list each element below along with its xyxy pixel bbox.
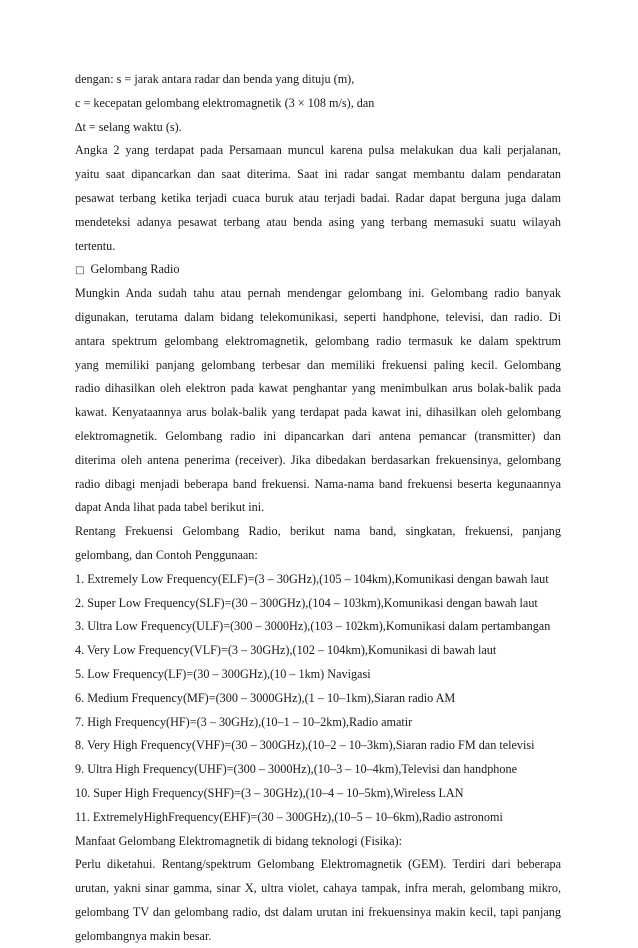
text-line-content: Rentang Frekuensi Gelombang Radio, berikut nama band, singkatan, frekuensi, panjang xyxy=(75,524,561,539)
text-line xyxy=(75,187,561,211)
text-line-content: 10. Super High Frequency(SHF)=(3 – 30GHz),(10–4 – 10–5km),Wireless LAN xyxy=(75,785,464,800)
text-line-content: 5. Low Frequency(LF)=(30 – 300GHz),(10 – 1km) Navigasi xyxy=(75,666,371,681)
text-line xyxy=(75,139,561,163)
text-line-content: c = kecepatan gelombang elektromagnetik (3 × 108 m/s), dan xyxy=(75,95,375,110)
text-line-content: Mungkin Anda sudah tahu atau pernah mendengar gelombang ini. Gelombang radio banyak xyxy=(75,286,561,301)
text-line xyxy=(75,592,561,616)
text-line xyxy=(75,901,561,925)
text-line xyxy=(75,734,561,758)
text-line xyxy=(75,520,561,544)
text-line-content: antara spektrum gelombang elektromagnetik, gelombang radio termasuk ke dalam spektrum xyxy=(75,333,561,348)
text-line xyxy=(75,401,561,425)
text-line-content: gelombangnya makin besar. xyxy=(75,928,212,943)
text-line-content: tertentu. xyxy=(75,238,116,253)
text-line-content: pesawat terbang ketika terjadi cuaca buruk atau terjadi badai. Radar dapat berguna juga dalam xyxy=(75,190,561,205)
text-line xyxy=(75,473,561,497)
text-line-content: yang memiliki panjang gelombang terbesar dan memiliki frekuensi paling kecil. Gelombang xyxy=(75,357,561,372)
text-line-content: radio dibagi menjadi beberapa band frekuensi. Nama-nama band frekuensi beserta kegunaannya xyxy=(75,476,561,491)
text-line-content: 11. ExtremelyHighFrequency(EHF)=(30 – 300GHz),(10–5 – 10–6km),Radio astronomi xyxy=(75,809,503,824)
text-line-content: dengan: s = jarak antara radar dan benda yang dituju (m), xyxy=(75,72,355,86)
text-line-content: yaitu saat dipancarkan dan saat diterima. Saat ini radar sangat membantu dalam pendaratan xyxy=(75,167,561,182)
text-line xyxy=(75,377,561,401)
text-line xyxy=(75,758,561,782)
text-line-content: gelombang TV dan gelombang radio, dst dalam urutan ini frekuensinya makin kecil, tapi panjang xyxy=(75,904,561,919)
text-line xyxy=(75,853,561,877)
text-line xyxy=(75,425,561,449)
document-page xyxy=(75,68,561,948)
text-line xyxy=(75,282,561,306)
text-line xyxy=(75,663,561,687)
text-line-content: 9. Ultra High Frequency(UHF)=(300 – 3000Hz),(10–3 – 10–4km),Televisi dan handphone xyxy=(75,762,517,777)
text-line-content: 6. Medium Frequency(MF)=(300 – 3000GHz),(1 – 10–1km),Siaran radio AM xyxy=(75,690,456,705)
text-line xyxy=(75,615,561,639)
text-line-content: diterima oleh antena penerima (receiver). Jika dibedakan berdasarkan frekuensinya, gelombang xyxy=(75,452,561,467)
text-line-content: Perlu diketahui. Rentang/spektrum Gelombang Elektromagnetik (GEM). Terdiri dari beberapa xyxy=(75,857,561,872)
text-line-content: 8. Very High Frequency(VHF)=(30 – 300GHz),(10–2 – 10–3km),Siaran radio FM dan televisi xyxy=(75,738,535,753)
text-line xyxy=(75,830,561,854)
text-line xyxy=(75,639,561,663)
text-line xyxy=(75,330,561,354)
text-line-content: 7. High Frequency(HF)=(3 – 30GHz),(10–1 – 10–2km),Radio amatir xyxy=(75,714,413,729)
text-line xyxy=(75,782,561,806)
text-line xyxy=(75,449,561,473)
text-line-content: urutan, yakni sinar gamma, sinar X, ultra violet, cahaya tampak, infra merah, gelombang mikro, xyxy=(75,881,561,896)
text-line xyxy=(75,92,561,116)
text-line xyxy=(75,354,561,378)
text-line-content: Manfaat Gelombang Elektromagnetik di bidang teknologi (Fisika): xyxy=(75,833,402,848)
text-line-content: dapat Anda lihat pada tabel berikut ini. xyxy=(75,500,265,515)
text-line xyxy=(75,235,561,259)
text-line-content: gelombang, dan Contoh Penggunaan: xyxy=(75,547,258,562)
text-line xyxy=(75,687,561,711)
text-line-content: radio dihasilkan oleh elektron pada kawat penghantar yang menimbulkan arus bolak-balik pada xyxy=(75,381,561,396)
text-line xyxy=(75,711,561,735)
text-line-content: 4. Very Low Frequency(VLF)=(3 – 30GHz),(102 – 104km),Komunikasi di bawah laut xyxy=(75,643,497,658)
bullet-icon: □ xyxy=(75,265,85,277)
text-line xyxy=(75,306,561,330)
text-line-content: digunakan, terutama dalam bidang telekomunikasi, seperti handphone, televisi, dan radio. Di xyxy=(75,309,561,324)
text-line-content: Gelombang Radio xyxy=(90,262,180,277)
text-line xyxy=(75,211,561,235)
text-line-content: kawat. Kenyataannya arus bolak-balik yang terdapat pada kawat ini, dihasilkan oleh gelombang xyxy=(75,405,561,420)
text-line xyxy=(75,544,561,568)
text-line xyxy=(75,806,561,830)
text-line xyxy=(75,568,561,592)
text-line xyxy=(75,68,561,92)
text-line-content: elektromagnetik. Gelombang radio ini dipancarkan dari antena pemancar (transmitter) dan xyxy=(75,428,561,443)
text-line xyxy=(75,258,561,282)
text-line-content: 1. Extremely Low Frequency(ELF)=(3 – 30GHz),(105 – 104km),Komunikasi dengan bawah laut xyxy=(75,571,549,586)
text-line xyxy=(75,496,561,520)
text-line xyxy=(75,163,561,187)
text-line-content: 2. Super Low Frequency(SLF)=(30 – 300GHz),(104 – 103km),Komunikasi dengan bawah laut xyxy=(75,595,538,610)
text-line-content: 3. Ultra Low Frequency(ULF)=(300 – 3000Hz),(103 – 102km),Komunikasi dalam pertambangan xyxy=(75,619,551,634)
text-line-content: Angka 2 yang terdapat pada Persamaan muncul karena pulsa melakukan dua kali perjalanan, xyxy=(75,143,561,158)
text-line xyxy=(75,877,561,901)
text-line-content: mendeteksi adanya pesawat terbang atau benda asing yang terbang memasuki suatu wilayah xyxy=(75,214,561,229)
text-line-content: ∆t = selang waktu (s). xyxy=(75,119,182,134)
text-line xyxy=(75,116,561,140)
